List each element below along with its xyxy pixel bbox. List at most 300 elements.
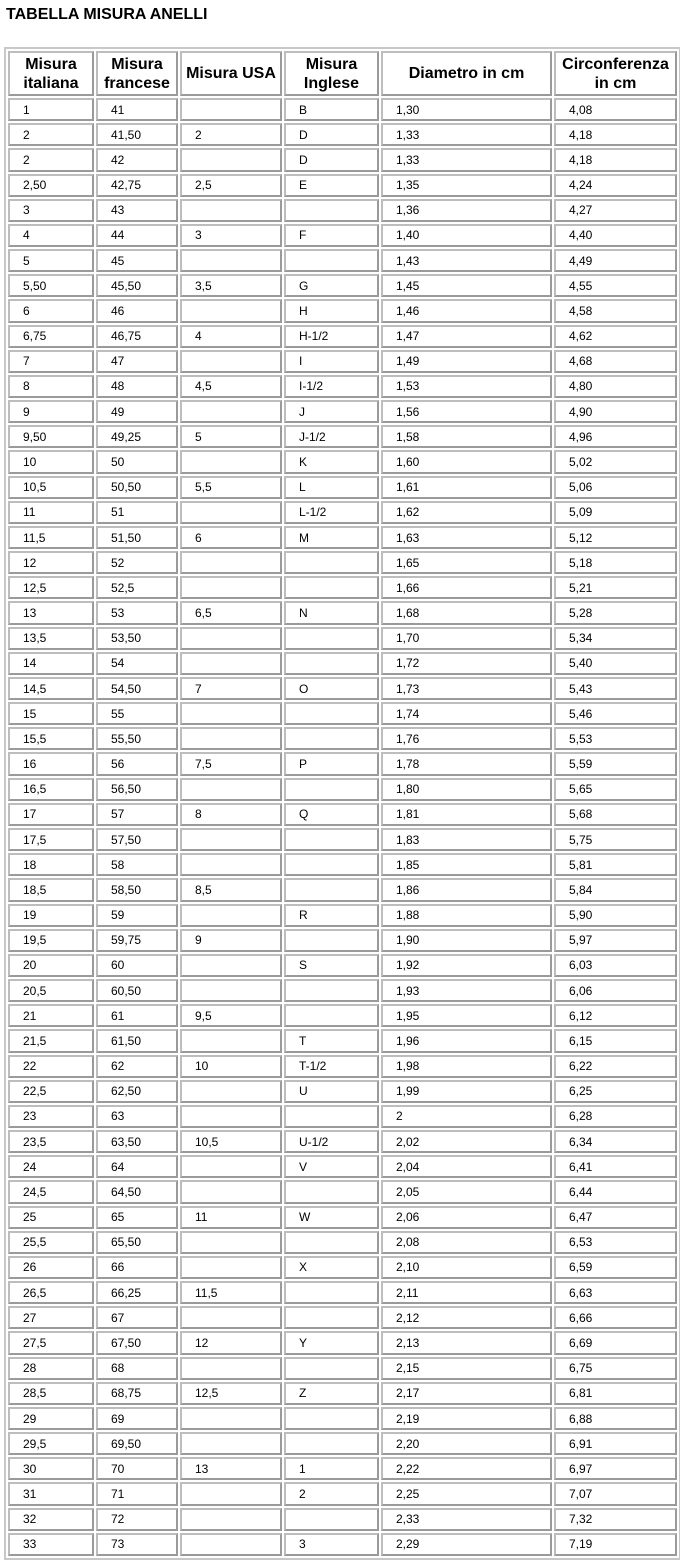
cell-circumference: 5,18 — [554, 551, 677, 574]
table-row — [8, 904, 677, 927]
table-row — [8, 1256, 677, 1279]
cell-english-size: O — [284, 677, 379, 700]
cell-french-size: 55,50 — [96, 727, 178, 750]
cell-english-size — [284, 576, 379, 599]
cell-diameter: 1,73 — [381, 677, 552, 700]
cell-diameter: 1,33 — [381, 148, 552, 171]
cell-diameter: 2,12 — [381, 1306, 552, 1329]
cell-english-size: D — [284, 148, 379, 171]
cell-diameter: 2,05 — [381, 1180, 552, 1203]
cell-italian-size: 16,5 — [8, 778, 94, 801]
cell-usa-size — [180, 98, 282, 121]
cell-italian-size: 27,5 — [8, 1331, 94, 1354]
cell-french-size: 46,75 — [96, 325, 178, 348]
cell-diameter: 2,04 — [381, 1155, 552, 1178]
table-row — [8, 425, 677, 448]
cell-italian-size: 20 — [8, 954, 94, 977]
cell-usa-size: 4,5 — [180, 375, 282, 398]
cell-italian-size: 19 — [8, 904, 94, 927]
cell-french-size: 43 — [96, 199, 178, 222]
cell-french-size: 54 — [96, 652, 178, 675]
cell-usa-size — [180, 1256, 282, 1279]
cell-circumference: 6,15 — [554, 1029, 677, 1052]
cell-english-size: U — [284, 1080, 379, 1103]
cell-italian-size: 30 — [8, 1457, 94, 1480]
cell-french-size: 41 — [96, 98, 178, 121]
table-row — [8, 1482, 677, 1505]
cell-italian-size: 23 — [8, 1105, 94, 1128]
cell-english-size: X — [284, 1256, 379, 1279]
cell-diameter: 1,58 — [381, 425, 552, 448]
cell-english-size: S — [284, 954, 379, 977]
cell-usa-size: 3 — [180, 224, 282, 247]
table-row — [8, 450, 677, 473]
table-row — [8, 249, 677, 272]
cell-diameter: 1,68 — [381, 601, 552, 624]
cell-french-size: 68,75 — [96, 1382, 178, 1405]
cell-usa-size — [180, 1533, 282, 1556]
cell-diameter: 1,93 — [381, 979, 552, 1002]
cell-circumference: 5,28 — [554, 601, 677, 624]
table-row — [8, 1180, 677, 1203]
table-row — [8, 702, 677, 725]
cell-english-size: U-1/2 — [284, 1130, 379, 1153]
cell-circumference: 4,62 — [554, 325, 677, 348]
cell-usa-size: 11 — [180, 1206, 282, 1229]
cell-diameter: 1,43 — [381, 249, 552, 272]
header-line: Misura — [305, 55, 358, 73]
cell-diameter: 2,29 — [381, 1533, 552, 1556]
cell-usa-size — [180, 576, 282, 599]
cell-circumference: 7,07 — [554, 1482, 677, 1505]
cell-diameter: 1,66 — [381, 576, 552, 599]
cell-french-size: 46 — [96, 299, 178, 322]
cell-french-size: 57 — [96, 803, 178, 826]
cell-circumference: 6,97 — [554, 1457, 677, 1480]
table-row — [8, 1004, 677, 1027]
cell-french-size: 63 — [96, 1105, 178, 1128]
cell-usa-size: 10,5 — [180, 1130, 282, 1153]
cell-circumference: 6,69 — [554, 1331, 677, 1354]
cell-french-size: 53 — [96, 601, 178, 624]
cell-english-size: Z — [284, 1382, 379, 1405]
cell-diameter: 1,36 — [381, 199, 552, 222]
cell-circumference: 5,09 — [554, 501, 677, 524]
cell-english-size — [284, 1432, 379, 1455]
cell-italian-size: 17,5 — [8, 828, 94, 851]
cell-diameter: 1,45 — [381, 274, 552, 297]
cell-english-size — [284, 1508, 379, 1531]
cell-usa-size — [180, 400, 282, 423]
cell-circumference: 6,53 — [554, 1231, 677, 1254]
cell-french-size: 60 — [96, 954, 178, 977]
cell-circumference: 6,75 — [554, 1357, 677, 1380]
cell-italian-size: 12,5 — [8, 576, 94, 599]
cell-french-size: 61 — [96, 1004, 178, 1027]
cell-diameter: 1,30 — [381, 98, 552, 121]
cell-italian-size: 5 — [8, 249, 94, 272]
cell-english-size: K — [284, 450, 379, 473]
cell-circumference: 6,12 — [554, 1004, 677, 1027]
cell-diameter: 1,62 — [381, 501, 552, 524]
cell-diameter: 1,56 — [381, 400, 552, 423]
cell-diameter: 2,13 — [381, 1331, 552, 1354]
cell-french-size: 47 — [96, 350, 178, 373]
cell-french-size: 50 — [96, 450, 178, 473]
table-row — [8, 1155, 677, 1178]
header-circumference — [554, 51, 677, 96]
cell-italian-size: 22,5 — [8, 1080, 94, 1103]
cell-circumference: 5,90 — [554, 904, 677, 927]
cell-circumference: 6,44 — [554, 1180, 677, 1203]
table-row — [8, 299, 677, 322]
cell-usa-size — [180, 1306, 282, 1329]
cell-french-size: 54,50 — [96, 677, 178, 700]
cell-usa-size: 5,5 — [180, 476, 282, 499]
cell-usa-size: 5 — [180, 425, 282, 448]
cell-usa-size: 4 — [180, 325, 282, 348]
header-diameter — [381, 51, 552, 96]
table-header — [8, 51, 677, 96]
cell-italian-size: 14 — [8, 652, 94, 675]
cell-circumference: 5,21 — [554, 576, 677, 599]
cell-english-size: G — [284, 274, 379, 297]
cell-french-size: 44 — [96, 224, 178, 247]
cell-usa-size — [180, 299, 282, 322]
cell-circumference: 6,41 — [554, 1155, 677, 1178]
cell-usa-size — [180, 778, 282, 801]
table-row — [8, 1457, 677, 1480]
cell-usa-size — [180, 148, 282, 171]
cell-usa-size — [180, 1482, 282, 1505]
cell-french-size: 58,50 — [96, 878, 178, 901]
table-row — [8, 803, 677, 826]
cell-circumference: 6,22 — [554, 1055, 677, 1078]
table-row — [8, 501, 677, 524]
cell-english-size — [284, 1180, 379, 1203]
cell-italian-size: 5,50 — [8, 274, 94, 297]
cell-italian-size: 9,50 — [8, 425, 94, 448]
cell-circumference: 5,97 — [554, 929, 677, 952]
cell-italian-size: 7 — [8, 350, 94, 373]
table-row — [8, 601, 677, 624]
cell-usa-size — [180, 1407, 282, 1430]
cell-italian-size: 14,5 — [8, 677, 94, 700]
cell-diameter: 1,95 — [381, 1004, 552, 1027]
cell-english-size — [284, 551, 379, 574]
cell-circumference: 5,59 — [554, 752, 677, 775]
cell-diameter: 1,86 — [381, 878, 552, 901]
cell-usa-size — [180, 904, 282, 927]
cell-usa-size: 8 — [180, 803, 282, 826]
table-row — [8, 98, 677, 121]
cell-french-size: 65,50 — [96, 1231, 178, 1254]
table-row — [8, 1533, 677, 1556]
cell-italian-size: 21 — [8, 1004, 94, 1027]
table-row — [8, 224, 677, 247]
page-title: TABELLA MISURA ANELLI — [6, 6, 208, 23]
table-row — [8, 1357, 677, 1380]
cell-italian-size: 9 — [8, 400, 94, 423]
cell-english-size — [284, 627, 379, 650]
cell-circumference: 5,81 — [554, 853, 677, 876]
cell-diameter: 2,22 — [381, 1457, 552, 1480]
cell-italian-size: 12 — [8, 551, 94, 574]
cell-diameter: 2,19 — [381, 1407, 552, 1430]
cell-italian-size: 15 — [8, 702, 94, 725]
cell-english-size: W — [284, 1206, 379, 1229]
table-row — [8, 1306, 677, 1329]
cell-french-size: 56 — [96, 752, 178, 775]
cell-circumference: 6,66 — [554, 1306, 677, 1329]
cell-circumference: 5,46 — [554, 702, 677, 725]
cell-french-size: 67,50 — [96, 1331, 178, 1354]
cell-diameter: 2,02 — [381, 1130, 552, 1153]
cell-french-size: 57,50 — [96, 828, 178, 851]
cell-french-size: 66 — [96, 1256, 178, 1279]
header-line: Diametro in cm — [408, 65, 525, 82]
cell-french-size: 71 — [96, 1482, 178, 1505]
cell-english-size — [284, 1281, 379, 1304]
cell-circumference: 4,58 — [554, 299, 677, 322]
cell-usa-size — [180, 249, 282, 272]
cell-french-size: 73 — [96, 1533, 178, 1556]
cell-usa-size: 6 — [180, 526, 282, 549]
cell-italian-size: 26 — [8, 1256, 94, 1279]
cell-diameter: 2 — [381, 1105, 552, 1128]
cell-italian-size: 29 — [8, 1407, 94, 1430]
cell-english-size: L-1/2 — [284, 501, 379, 524]
cell-french-size: 42 — [96, 148, 178, 171]
cell-english-size — [284, 249, 379, 272]
cell-circumference: 5,06 — [554, 476, 677, 499]
cell-diameter: 1,74 — [381, 702, 552, 725]
cell-french-size: 59,75 — [96, 929, 178, 952]
table-row — [8, 878, 677, 901]
cell-usa-size — [180, 979, 282, 1002]
cell-english-size: E — [284, 174, 379, 197]
cell-english-size: F — [284, 224, 379, 247]
cell-usa-size — [180, 1180, 282, 1203]
header-line: Misura — [111, 55, 163, 73]
cell-italian-size: 33 — [8, 1533, 94, 1556]
cell-italian-size: 8 — [8, 375, 94, 398]
cell-diameter: 1,85 — [381, 853, 552, 876]
cell-french-size: 45,50 — [96, 274, 178, 297]
cell-italian-size: 29,5 — [8, 1432, 94, 1455]
table-row — [8, 1432, 677, 1455]
table-row — [8, 325, 677, 348]
cell-french-size: 51,50 — [96, 526, 178, 549]
cell-french-size: 70 — [96, 1457, 178, 1480]
cell-diameter: 1,72 — [381, 652, 552, 675]
cell-usa-size — [180, 1508, 282, 1531]
cell-french-size: 67 — [96, 1306, 178, 1329]
cell-circumference: 6,03 — [554, 954, 677, 977]
cell-diameter: 1,53 — [381, 375, 552, 398]
cell-italian-size: 17 — [8, 803, 94, 826]
cell-usa-size — [180, 652, 282, 675]
cell-diameter: 2,11 — [381, 1281, 552, 1304]
cell-circumference: 5,84 — [554, 878, 677, 901]
cell-english-size — [284, 1306, 379, 1329]
table-row — [8, 375, 677, 398]
cell-italian-size: 25 — [8, 1206, 94, 1229]
cell-circumference: 7,19 — [554, 1533, 677, 1556]
ring-size-table — [4, 47, 680, 1560]
cell-italian-size: 20,5 — [8, 979, 94, 1002]
table-row — [8, 174, 677, 197]
table-row — [8, 727, 677, 750]
table-row — [8, 1130, 677, 1153]
cell-diameter: 1,76 — [381, 727, 552, 750]
cell-diameter: 1,33 — [381, 123, 552, 146]
table-row — [8, 954, 677, 977]
cell-english-size: Y — [284, 1331, 379, 1354]
cell-circumference: 6,91 — [554, 1432, 677, 1455]
cell-italian-size: 11 — [8, 501, 94, 524]
header-line: in cm — [594, 74, 637, 92]
cell-diameter: 1,46 — [381, 299, 552, 322]
cell-usa-size — [180, 199, 282, 222]
cell-french-size: 53,50 — [96, 627, 178, 650]
cell-circumference: 6,06 — [554, 979, 677, 1002]
cell-usa-size — [180, 1029, 282, 1052]
cell-french-size: 58 — [96, 853, 178, 876]
cell-usa-size — [180, 727, 282, 750]
table-row — [8, 752, 677, 775]
cell-french-size: 65 — [96, 1206, 178, 1229]
cell-usa-size: 2 — [180, 123, 282, 146]
cell-italian-size: 10 — [8, 450, 94, 473]
cell-french-size: 50,50 — [96, 476, 178, 499]
table-row — [8, 1029, 677, 1052]
cell-usa-size — [180, 1357, 282, 1380]
table-row — [8, 123, 677, 146]
cell-french-size: 72 — [96, 1508, 178, 1531]
cell-english-size — [284, 1357, 379, 1380]
cell-italian-size: 10,5 — [8, 476, 94, 499]
header-line: italiana — [23, 74, 79, 92]
cell-italian-size: 11,5 — [8, 526, 94, 549]
cell-diameter: 2,06 — [381, 1206, 552, 1229]
cell-usa-size — [180, 350, 282, 373]
cell-circumference: 4,40 — [554, 224, 677, 247]
cell-circumference: 6,81 — [554, 1382, 677, 1405]
cell-french-size: 52,5 — [96, 576, 178, 599]
cell-italian-size: 6,75 — [8, 325, 94, 348]
header-french-size — [96, 51, 178, 96]
cell-french-size: 66,25 — [96, 1281, 178, 1304]
cell-usa-size — [180, 828, 282, 851]
cell-diameter: 2,20 — [381, 1432, 552, 1455]
table-row — [8, 652, 677, 675]
cell-usa-size: 12 — [180, 1331, 282, 1354]
cell-diameter: 2,15 — [381, 1357, 552, 1380]
cell-italian-size: 22 — [8, 1055, 94, 1078]
cell-diameter: 1,81 — [381, 803, 552, 826]
cell-french-size: 51 — [96, 501, 178, 524]
cell-italian-size: 28,5 — [8, 1382, 94, 1405]
cell-english-size: R — [284, 904, 379, 927]
cell-circumference: 5,34 — [554, 627, 677, 650]
cell-circumference: 4,96 — [554, 425, 677, 448]
cell-english-size: V — [284, 1155, 379, 1178]
table-row — [8, 677, 677, 700]
cell-circumference: 6,34 — [554, 1130, 677, 1153]
cell-circumference: 5,43 — [554, 677, 677, 700]
table-row — [8, 979, 677, 1002]
table-row — [8, 1231, 677, 1254]
cell-french-size: 69 — [96, 1407, 178, 1430]
table-row — [8, 778, 677, 801]
cell-diameter: 1,80 — [381, 778, 552, 801]
cell-diameter: 1,98 — [381, 1055, 552, 1078]
cell-circumference: 4,55 — [554, 274, 677, 297]
cell-french-size: 42,75 — [96, 174, 178, 197]
cell-italian-size: 28 — [8, 1357, 94, 1380]
cell-english-size — [284, 1231, 379, 1254]
cell-french-size: 62 — [96, 1055, 178, 1078]
cell-circumference: 4,24 — [554, 174, 677, 197]
table-row — [8, 1206, 677, 1229]
cell-italian-size: 27 — [8, 1306, 94, 1329]
cell-english-size — [284, 853, 379, 876]
cell-circumference: 5,75 — [554, 828, 677, 851]
cell-circumference: 4,68 — [554, 350, 677, 373]
cell-diameter: 2,25 — [381, 1482, 552, 1505]
cell-usa-size — [180, 627, 282, 650]
cell-diameter: 1,65 — [381, 551, 552, 574]
table-row — [8, 551, 677, 574]
cell-italian-size: 13,5 — [8, 627, 94, 650]
header-line: Circonferenza — [562, 55, 669, 73]
cell-usa-size — [180, 1231, 282, 1254]
cell-english-size — [284, 1004, 379, 1027]
cell-italian-size: 23,5 — [8, 1130, 94, 1153]
cell-french-size: 56,50 — [96, 778, 178, 801]
table-row — [8, 274, 677, 297]
cell-circumference: 4,18 — [554, 123, 677, 146]
cell-diameter: 1,90 — [381, 929, 552, 952]
cell-usa-size — [180, 702, 282, 725]
cell-english-size: D — [284, 123, 379, 146]
table-row — [8, 350, 677, 373]
cell-usa-size: 10 — [180, 1055, 282, 1078]
cell-diameter: 1,88 — [381, 904, 552, 927]
cell-italian-size: 3 — [8, 199, 94, 222]
cell-diameter: 1,96 — [381, 1029, 552, 1052]
cell-english-size: T — [284, 1029, 379, 1052]
cell-english-size: N — [284, 601, 379, 624]
table-row — [8, 576, 677, 599]
cell-english-size — [284, 828, 379, 851]
cell-circumference: 6,47 — [554, 1206, 677, 1229]
cell-usa-size: 3,5 — [180, 274, 282, 297]
cell-italian-size: 26,5 — [8, 1281, 94, 1304]
cell-usa-size — [180, 551, 282, 574]
cell-usa-size: 9 — [180, 929, 282, 952]
cell-circumference: 4,27 — [554, 199, 677, 222]
cell-english-size — [284, 702, 379, 725]
cell-english-size: H — [284, 299, 379, 322]
table-row — [8, 400, 677, 423]
cell-italian-size: 24 — [8, 1155, 94, 1178]
cell-circumference: 4,08 — [554, 98, 677, 121]
table-row — [8, 853, 677, 876]
cell-french-size: 48 — [96, 375, 178, 398]
cell-italian-size: 2 — [8, 148, 94, 171]
